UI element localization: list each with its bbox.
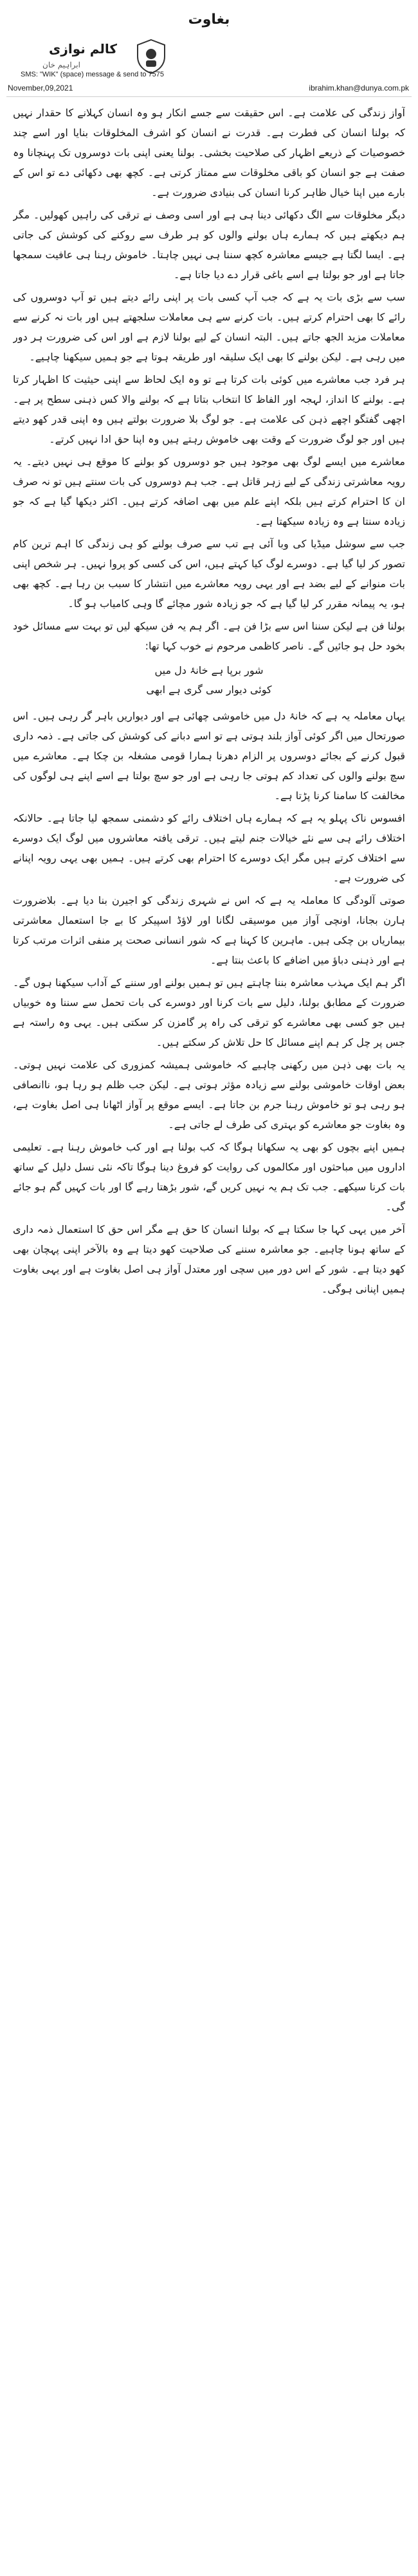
- article-body: [13, 103, 405, 2570]
- verse-line: شور برپا ہے خانۂ دل میں: [154, 664, 264, 676]
- author-email[interactable]: ibrahim.khan@dunya.com.pk: [309, 84, 409, 93]
- paragraph: ہمیں اپنے بچوں کو بھی یہ سکھانا ہوگا کہ کب بولنا ہے اور کب خاموش رہنا ہے۔ تعلیمی اداروں میں مباحثوں اور مکالموں کی روایت کو فروغ دینا ہوگا تاکہ نئی نسل دلیل کے ساتھ بات کرنا سیکھے۔ جب تک ہم یہ نہیں کریں گے، شور بڑھتا رہے گا اور بات کہیں گم ہو جائے گی۔: [13, 1141, 405, 1213]
- verse-block: [13, 661, 405, 700]
- paragraph: اگر ہم ایک مہذب معاشرہ بننا چاہتے ہیں تو ہمیں بولنے اور سننے کے آداب سیکھنا ہوں گے۔ ضرورت کے مطابق بولنا، دلیل سے بات کرنا اور دوسرے کی بات تحمل سے سننا وہ خوبیاں ہیں جو کسی بھی معاشرے کو ترقی کی راہ پر گامزن کر سکتی ہیں۔ یہی وہ راستہ ہے جس پر چل کر ہم اپنے مسائل کا حل تلاش کر سکتے ہیں۔: [13, 976, 405, 1048]
- paragraph: معاشرے میں ایسے لوگ بھی موجود ہیں جو دوسروں کو بولنے کا موقع ہی نہیں دیتے۔ یہ رویہ معاشرتی زندگی کے لیے زہر قاتل ہے۔ جب ہم دوسروں کی بات سنتے ہیں تو نہ صرف ان کا احترام کرتے ہیں بلکہ اپنے علم میں بھی اضافہ کرتے ہیں۔ اکثر دیکھا گیا ہے کہ جو زیادہ سنتا ہے وہ زیادہ سیکھتا ہے۔: [13, 455, 405, 527]
- paragraph: سب سے بڑی بات یہ ہے کہ جب آپ کسی بات پر اپنی رائے دیتے ہیں تو آپ دوسروں کی رائے کا بھی احترام کرتے ہیں۔ بات کرنے سے ہی معاملات سلجھتے ہیں اور بات نہ کرنے سے معاملات مزید الجھ جاتے ہیں۔ البتہ انسان کے لیے بولنا لازم ہے اور اس کی ضرورت ہر دور میں رہی ہے۔ لیکن بولنے کا بھی ایک سلیقہ اور طریقہ ہوتا ہے جو ہمیں سیکھنا چاہیے۔: [13, 291, 405, 363]
- verse-line: کوئی دیوار سی گری ہے ابھی: [146, 684, 272, 696]
- paragraph: جب سے سوشل میڈیا کی وبا آئی ہے تب سے صرف بولنے کو ہی زندگی کا اہم ترین کام تصور کر لیا گیا ہے۔ دوسرے لوگ کیا کہتے ہیں، اس کی کسی کو پروا نہیں۔ ہر شخص اپنی بات منوانے کے لیے بضد ہے اور یہی رویہ معاشرے میں انتشار کا سبب بن رہا ہے۔ کچھ بھی ہو، یہ پیمانہ مقرر کر لیا گیا ہے کہ جو زیادہ شور مچائے گا وہی کامیاب ہو گا۔: [13, 538, 405, 610]
- columnist-name: کالم نوازی: [49, 41, 118, 57]
- paragraph: دیگر مخلوقات سے الگ دکھائی دینا ہی ہے اور اسی وصف نے ترقی کی راہیں کھولیں۔ مگر ہم دیکھتے ہیں کہ ہمارے ہاں بولنے والوں کو ہر طرف سے روکنے کی کوشش کی جاتی ہے۔ ایسا لگتا ہے جیسے معاشرہ کچھ سننا ہی نہیں چاہتا۔ خاموش رہنا ہی عافیت سمجھا جاتا ہے اور جو بولتا ہے اسے باغی قرار دے دیا جاتا ہے۔: [13, 209, 405, 281]
- paragraph: یہاں معاملہ یہ ہے کہ خانۂ دل میں خاموشی چھائی ہے اور دیواریں باہر گر رہی ہیں۔ اس صورتحال میں اگر کوئی آواز بلند ہوتی ہے تو اسے دبانے کی کوشش کی جاتی ہے۔ ذمہ داری قبول کرنے کے بجائے دوسروں پر الزام دھرنا ہمارا قومی مشغلہ بن چکا ہے۔ معاشرے میں سچ بولنے والوں کی تعداد کم ہوتی جا رہی ہے اور جو سچ بولتا ہے اسے اپنے ہی لوگوں کی مخالفت کا سامنا کرنا پڑتا ہے۔: [13, 710, 405, 802]
- columnist-subtitle: ابراہیم خان: [42, 60, 80, 69]
- paragraph: یہ بات بھی ذہن میں رکھنی چاہیے کہ خاموشی ہمیشہ کمزوری کی علامت نہیں ہوتی۔ بعض اوقات خاموشی بولنے سے زیادہ مؤثر ہوتی ہے۔ لیکن جب ظلم ہو رہا ہو، ناانصافی ہو رہی ہو تو خاموش رہنا جرم بن جاتا ہے۔ ایسے موقع پر آواز اٹھانا ہی اصل بغاوت ہے، وہ بغاوت جو معاشرے کو بہتری کی طرف لے جاتی ہے۔: [13, 1059, 405, 1131]
- paragraph: صوتی آلودگی کا معاملہ یہ ہے کہ اس نے شہری زندگی کو اجیرن بنا دیا ہے۔ بلاضرورت ہارن بجانا، اونچی آواز میں موسیقی لگانا اور لاؤڈ اسپیکر کا بے جا استعمال معاشرتی بیماریاں بن چکی ہیں۔ ماہرین کا کہنا ہے کہ شور انسانی صحت پر منفی اثرات مرتب کرتا ہے اور ذہنی دباؤ میں اضافے کا باعث بنتا ہے۔: [13, 894, 405, 966]
- columnist-logo-icon: [134, 37, 168, 76]
- paragraph: آخر میں یہی کہا جا سکتا ہے کہ بولنا انسان کا حق ہے مگر اس حق کا استعمال ذمہ داری کے ساتھ ہونا چاہیے۔ جو معاشرہ سننے کی صلاحیت کھو دیتا ہے وہ بالآخر اپنی پہچان بھی کھو دیتا ہے۔ شور کے اس دور میں سچی اور معتدل آواز ہی اصل بغاوت ہے اور یہی بغاوت ہمیں اپنانی ہوگی۔: [13, 1223, 405, 1295]
- paragraph: آواز زندگی کی علامت ہے۔ اس حقیقت سے جسے انکار ہو وہ انسان کہلانے کا حقدار نہیں کہ بولنا انسان کی فطرت ہے۔ قدرت نے انسان کو اشرف المخلوقات بنایا اور اسے چند خصوصیات کے ذریعے اظہار کی صلاحیت بخشی۔ بولنا یعنی اپنی بات دوسروں تک پہنچانا وہ صفت ہے جو انسان کو باقی مخلوقات سے ممتاز کرتی ہے۔ کچھ بھی دکھائی دے تو اس کے بارے میں اپنا خیال ظاہر کرنا انسان کی بنیادی ضرورت ہے۔: [13, 107, 405, 198]
- paragraph: افسوس ناک پہلو یہ ہے کہ ہمارے ہاں اختلاف رائے کو دشمنی سمجھ لیا جاتا ہے۔ حالانکہ اختلاف رائے ہی سے نئے خیالات جنم لیتے ہیں۔ ترقی یافتہ معاشروں میں لوگ ایک دوسرے سے اختلاف کرتے ہیں مگر ایک دوسرے کا احترام بھی کرتے ہیں۔ ہمیں بھی یہی رویہ اپنانے کی ضرورت ہے۔: [13, 812, 405, 884]
- column-header: [0, 0, 418, 96]
- sms-instruction: SMS: "WIK" (space) message & send to 7575: [21, 71, 165, 78]
- header-divider: [6, 96, 412, 97]
- paragraph: بولنا فن ہے لیکن سننا اس سے بڑا فن ہے۔ اگر ہم یہ فن سیکھ لیں تو بہت سے مسائل خود بخود حل ہو جائیں گے۔ ناصر کاظمی مرحوم نے خوب کہا تھا:: [13, 620, 405, 652]
- publish-date: November,09,2021: [8, 84, 73, 93]
- article-title: بغاوت: [188, 12, 230, 28]
- paragraph: ہر فرد جب معاشرے میں کوئی بات کرتا ہے تو وہ ایک لحاظ سے اپنی حیثیت کا اظہار کرتا ہے۔ بولنے کا انداز، لہجہ اور الفاظ کا انتخاب بتاتا ہے کہ بولنے والا کس ذہنی سطح پر ہے۔ اچھی گفتگو اچھے ذہن کی علامت ہے۔ جو لوگ بلا ضرورت بولتے ہیں وہ اپنی قدر کھو دیتے ہیں اور جو لوگ ضرورت کے وقت بھی خاموش رہتے ہیں وہ اپنا حق ادا نہیں کرتے۔: [13, 373, 405, 445]
